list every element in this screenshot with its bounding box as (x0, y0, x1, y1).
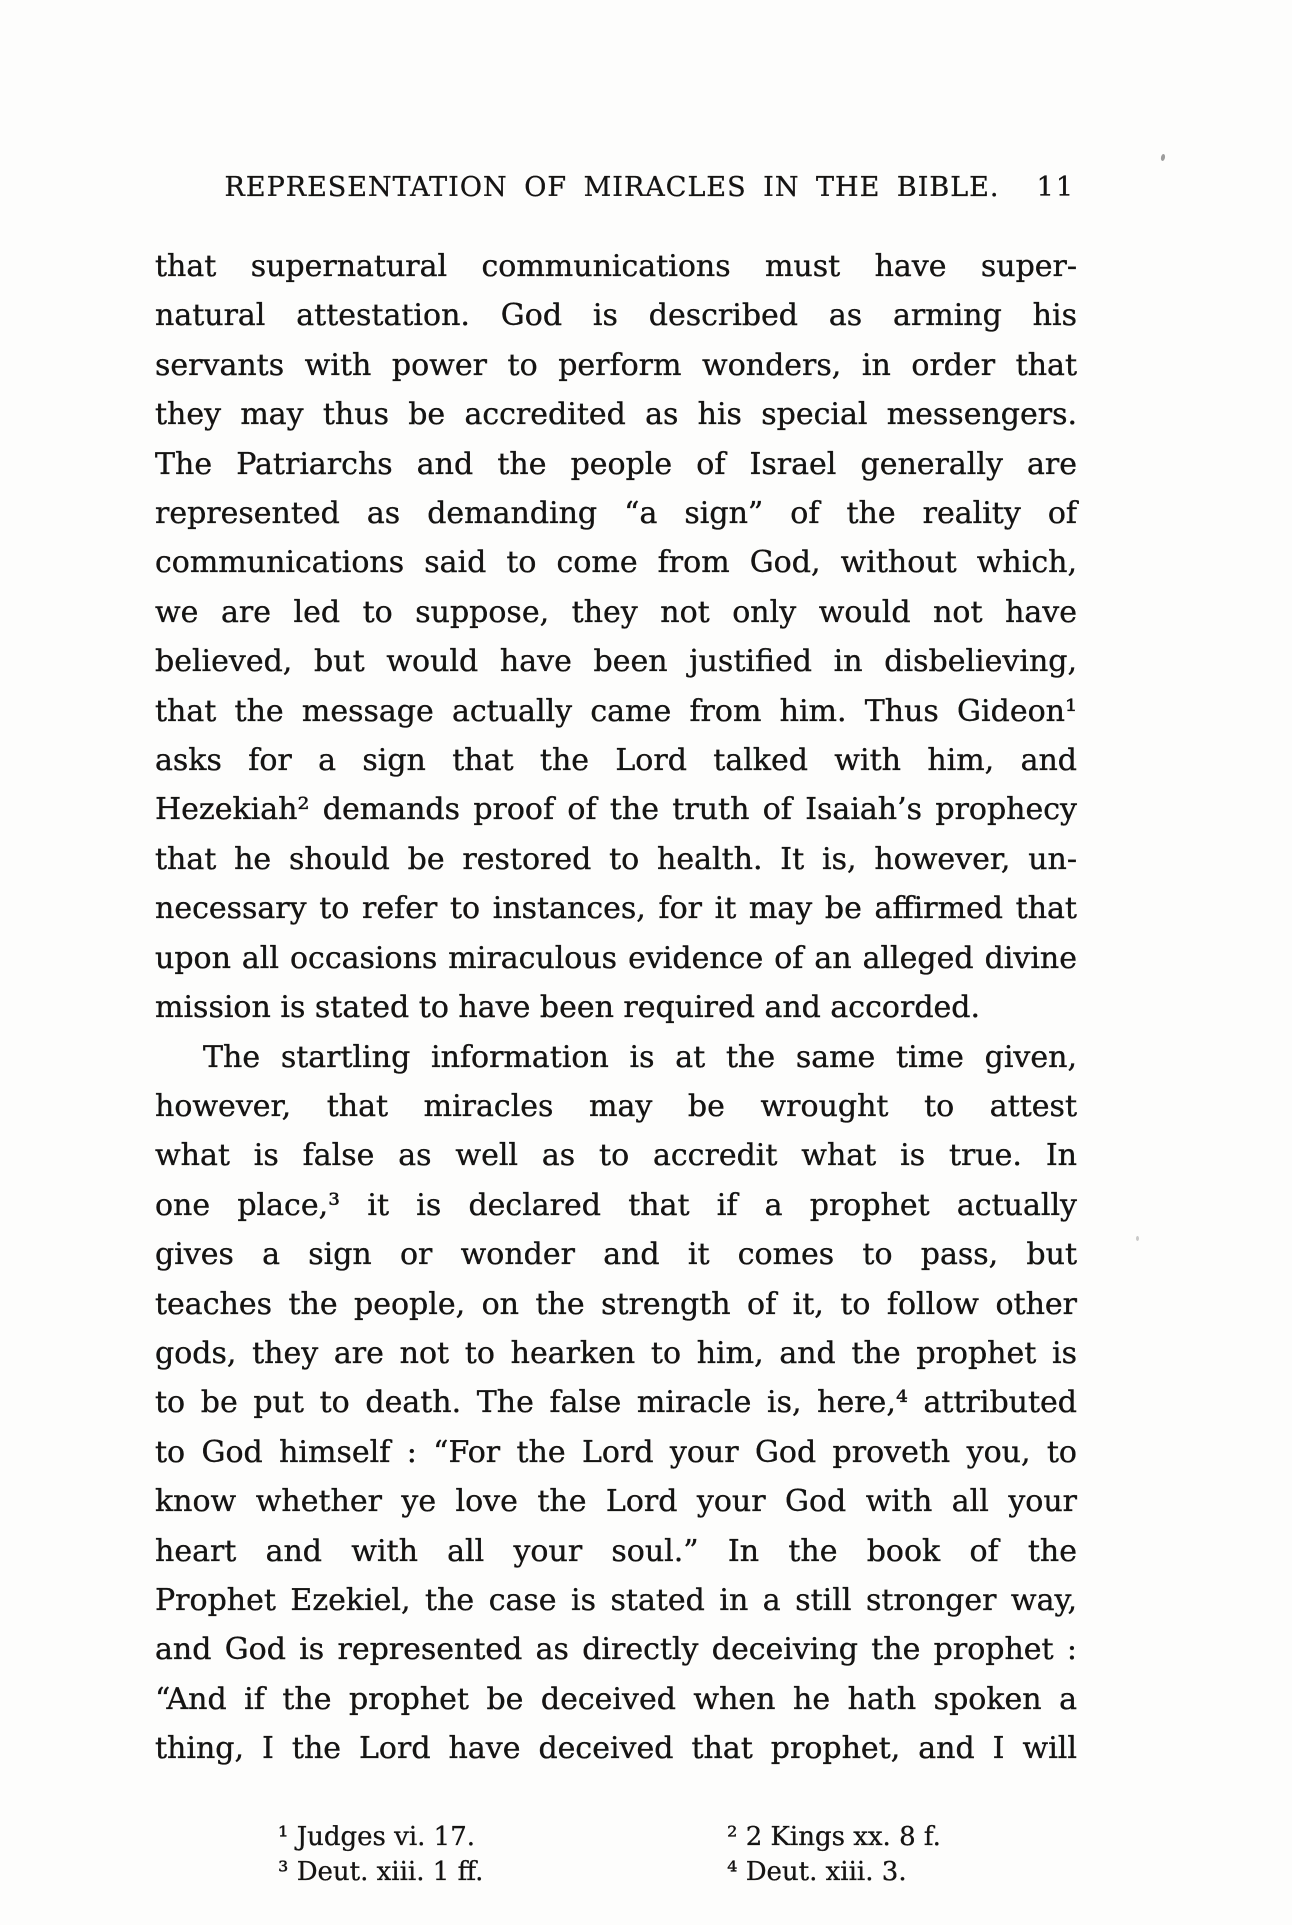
text-line: The Patriarchs and the people of Israel generally are (155, 446, 1077, 482)
text-line: to God himself : “For the Lord your God proveth you, to (155, 1434, 1077, 1470)
page-number: 11 (1036, 172, 1075, 203)
text-line: necessary to refer to instances, for it may be affirmed that (155, 891, 1077, 927)
text-line: represented as demanding “a sign” of the reality of (155, 496, 1077, 532)
footnote-1: ¹ Judges vi. 17. (278, 1822, 476, 1852)
text-line: servants with power to perform wonders, in order that (155, 347, 1077, 383)
scan-speck (1136, 1236, 1139, 1241)
text-line: heart and with all your soul.” In the book of the (155, 1533, 1077, 1569)
text-line: believed, but would have been justified in disbelieving, (155, 644, 1077, 680)
text-line: they may thus be accredited as his special messengers. (155, 397, 1077, 433)
scan-speck (1160, 154, 1165, 162)
text-line: Prophet Ezekiel, the case is stated in a still stronger way, (155, 1582, 1077, 1618)
text-line: thing, I the Lord have deceived that prophet, and I will (155, 1731, 1077, 1767)
footnote-2: ² 2 Kings xx. 8 f. (727, 1822, 941, 1852)
footnote-row (155, 1820, 1077, 1855)
text-line: gods, they are not to hearken to him, and the prophet is (155, 1335, 1077, 1371)
text-line: teaches the people, on the strength of it, to follow other (155, 1286, 1077, 1322)
text-line: that he should be restored to health. It is, however, un- (155, 841, 1077, 877)
text-line: however, that miracles may be wrought to attest (155, 1088, 1077, 1124)
text-line: and God is represented as directly deceiving the prophet : (155, 1632, 1077, 1668)
text-line: gives a sign or wonder and it comes to pass, but (155, 1237, 1077, 1273)
text-line: natural attestation. God is described as arming his (155, 298, 1077, 334)
footnotes (155, 1820, 1077, 1889)
footnote-3: ³ Deut. xiii. 1 ff. (278, 1856, 484, 1887)
page-title: REPRESENTATION OF MIRACLES IN THE BIBLE. (224, 172, 1000, 203)
text-line: one place,³ it is declared that if a prophet actually (155, 1187, 1077, 1223)
text-line: “And if the prophet be deceived when he hath spoken a (155, 1681, 1077, 1717)
text-line: The startling information is at the same time given, (203, 1039, 1077, 1075)
body-text (155, 242, 1077, 1774)
text-line: to be put to death. The false miracle is, here,⁴ attributed (155, 1385, 1077, 1421)
text-line: that the message actually came from him. Thus Gideon¹ (155, 693, 1077, 729)
text-line: communications said to come from God, without which, (155, 545, 1077, 581)
footnote-4: ⁴ Deut. xiii. 3. (727, 1856, 907, 1887)
running-header (155, 172, 1077, 214)
text-line: what is false as well as to accredit what is true. In (155, 1138, 1077, 1174)
text-line: we are led to suppose, they not only would not have (155, 594, 1077, 630)
text-line: that supernatural communications must have super- (155, 249, 1077, 284)
text-line: Hezekiah² demands proof of the truth of Isaiah’s prophecy (155, 792, 1077, 828)
text-line: asks for a sign that the Lord talked with him, and (155, 743, 1077, 779)
footnote-row (155, 1855, 1077, 1890)
text-line: know whether ye love the Lord your God with all your (155, 1484, 1077, 1520)
text-line: upon all occasions miraculous evidence of an alleged divine (155, 940, 1077, 976)
text-line: mission is stated to have been required and accorded. (155, 990, 981, 1026)
